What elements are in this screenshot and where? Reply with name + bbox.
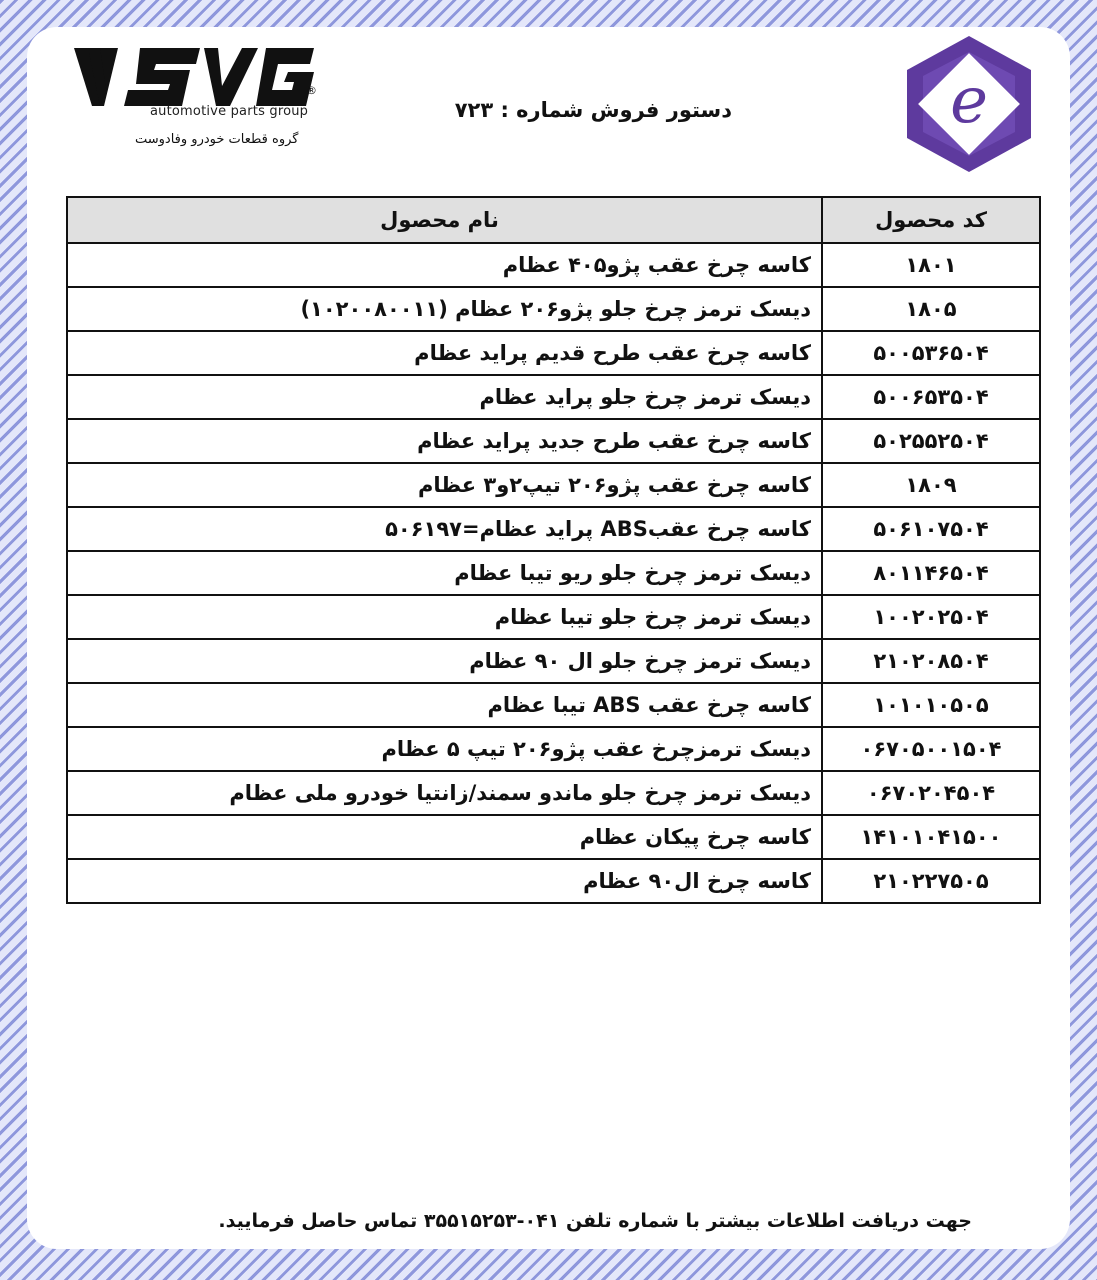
table-row [67, 595, 1040, 639]
product-name-cell: دیسک ترمز چرخ جلو پژو۲۰۶ عظام (۱۰۲۰۰۸۰۰۱۱) [67, 287, 822, 331]
brand-persian-subtitle: گروه قطعات خودرو وفادوست [135, 132, 299, 147]
table-row [67, 331, 1040, 375]
brand-subtitle: automotive parts group [150, 104, 309, 119]
products-table [66, 196, 1041, 904]
product-name-cell: دیسک ترمزچرخ عقب پژو۲۰۶ تیپ ۵ عظام [67, 727, 822, 771]
header-product-code: کد محصول [822, 197, 1040, 243]
table-row [67, 463, 1040, 507]
table-row [67, 507, 1040, 551]
table-row [67, 859, 1040, 903]
product-code-cell: ۵۰۶۱۰۷۵۰۴ [822, 507, 1040, 551]
product-code-cell: ۱۴۱۰۱۰۴۱۵۰۰ [822, 815, 1040, 859]
product-name-cell: دیسک ترمز چرخ جلو ریو تیبا عظام [67, 551, 822, 595]
product-name-cell: کاسه چرخ ال۹۰ عظام [67, 859, 822, 903]
table-row [67, 551, 1040, 595]
product-code-cell: ۵۰۲۵۵۲۵۰۴ [822, 419, 1040, 463]
product-code-cell: ۰۶۷۰۲۰۴۵۰۴ [822, 771, 1040, 815]
table-header-row [67, 197, 1040, 243]
product-code-cell: ۱۸۰۵ [822, 287, 1040, 331]
product-code-cell: ۱۰۰۲۰۲۵۰۴ [822, 595, 1040, 639]
table-row [67, 771, 1040, 815]
table-row [67, 375, 1040, 419]
product-name-cell: کاسه چرخ عقب پژو۲۰۶ تیپ۲و۳ عظام [67, 463, 822, 507]
product-code-cell: ۰۶۷۰۵۰۰۱۵۰۴ [822, 727, 1040, 771]
table-row [67, 243, 1040, 287]
registered-mark: ® [306, 84, 317, 97]
product-name-cell: کاسه چرخ عقبABS پراید عظام=۵۰۶۱۹۷ [67, 507, 822, 551]
e-hexagon-logo [897, 30, 1042, 175]
table-row [67, 815, 1040, 859]
product-name-cell: کاسه چرخ پیکان عظام [67, 815, 822, 859]
table-row [67, 639, 1040, 683]
table-row [67, 287, 1040, 331]
product-code-cell: ۱۸۰۹ [822, 463, 1040, 507]
product-code-cell: ۲۱۰۲۲۷۵۰۵ [822, 859, 1040, 903]
product-code-cell: ۵۰۰۶۵۳۵۰۴ [822, 375, 1040, 419]
product-code-cell: ۱۸۰۱ [822, 243, 1040, 287]
e-letter: e [950, 64, 988, 138]
product-code-cell: ۵۰۰۵۳۶۵۰۴ [822, 331, 1040, 375]
product-name-cell: دیسک ترمز چرخ جلو ماندو سمند/زانتیا خودرو ملی عظام [67, 771, 822, 815]
table-row [67, 419, 1040, 463]
header-product-name: نام محصول [67, 197, 822, 243]
product-name-cell: دیسک ترمز چرخ جلو پراید عظام [67, 375, 822, 419]
document-title: دستور فروش شماره : ۷۲۳ [454, 98, 732, 122]
table-row [67, 683, 1040, 727]
product-code-cell: ۸۰۱۱۴۶۵۰۴ [822, 551, 1040, 595]
product-name-cell: دیسک ترمز چرخ جلو تیبا عظام [67, 595, 822, 639]
product-name-cell: کاسه چرخ عقب پژو۴۰۵ عظام [67, 243, 822, 287]
table-row [67, 727, 1040, 771]
product-code-cell: ۲۱۰۲۰۸۵۰۴ [822, 639, 1040, 683]
product-name-cell: کاسه چرخ عقب طرح جدید پراید عظام [67, 419, 822, 463]
product-name-cell: کاسه چرخ عقب طرح قدیم پراید عظام [67, 331, 822, 375]
product-name-cell: کاسه چرخ عقب ABS تیبا عظام [67, 683, 822, 727]
product-name-cell: دیسک ترمز چرخ جلو ال ۹۰ عظام [67, 639, 822, 683]
product-code-cell: ۱۰۱۰۱۰۵۰۵ [822, 683, 1040, 727]
contact-footer: جهت دریافت اطلاعات بیشتر با شماره تلفن ۰۴۱-۳۵۵۱۵۲۵۳ تماس حاصل فرمایید. [218, 1210, 972, 1232]
